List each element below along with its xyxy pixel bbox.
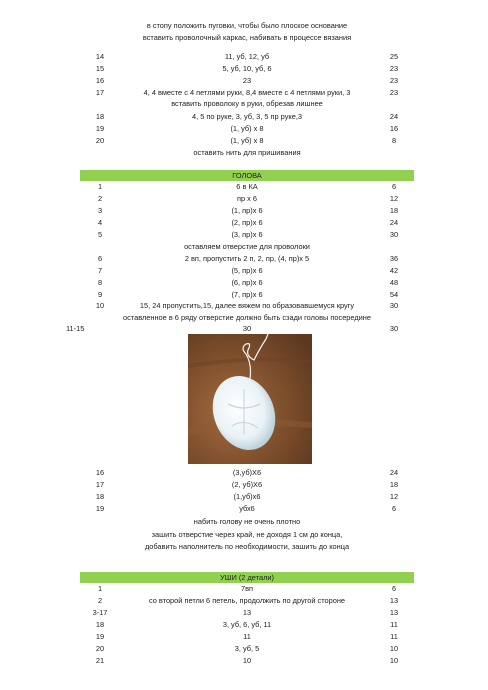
row-number: 19	[95, 504, 105, 513]
row-instruction: 30	[242, 324, 252, 333]
stitch-count: 8	[391, 136, 397, 145]
row-instruction: 13	[242, 608, 252, 617]
pattern-row	[80, 491, 414, 503]
pattern-row	[80, 205, 414, 217]
pattern-row	[80, 229, 414, 241]
row-number: 3	[97, 206, 103, 215]
pattern-row	[80, 619, 414, 631]
row-instruction: 11, уб, 12, уб	[224, 52, 270, 61]
row-instruction: (5, пр)х 6	[231, 266, 263, 275]
stitch-count: 16	[389, 124, 399, 133]
pattern-row	[80, 217, 414, 229]
pattern-row	[80, 467, 414, 479]
pattern-row	[80, 265, 414, 277]
row-instruction: 15, 24 пропустить,15, далее вяжем по образовавшемуся кругу	[139, 301, 355, 310]
row-instruction: (1, уб) х 8	[230, 136, 264, 145]
stitch-count: 24	[389, 112, 399, 121]
row-number: 7	[97, 266, 103, 275]
instruction-note: зашить отверстие через край, не доходя 1 см до конца,	[151, 530, 343, 539]
pattern-row	[80, 607, 414, 619]
row-number: 20	[95, 644, 105, 653]
instruction-note: оставить нить для пришивания	[193, 148, 301, 157]
row-instruction: (1, пр)х 6	[231, 206, 263, 215]
row-number: 9	[97, 290, 103, 299]
crochet-head-image	[188, 334, 312, 464]
crochet-head-photo	[188, 334, 312, 464]
row-number: 17	[95, 88, 105, 97]
row-instruction: (3,уб)Х6	[232, 468, 262, 477]
row-number: 18	[95, 112, 105, 121]
stitch-count: 36	[389, 254, 399, 263]
row-number: 16	[95, 76, 105, 85]
row-number: 18	[95, 620, 105, 629]
pattern-row	[80, 51, 414, 63]
row-instruction: 7вп	[240, 584, 254, 593]
stitch-count: 30	[389, 230, 399, 239]
pattern-row	[80, 111, 414, 123]
instruction-note: добавить наполнитель по необходимости, зашить до конца	[144, 542, 350, 551]
stitch-count: 30	[389, 301, 399, 310]
stitch-count: 11	[390, 620, 398, 629]
row-number: 3-17	[92, 608, 108, 617]
row-number: 18	[95, 492, 105, 501]
instruction-note: оставляем отверстие для проволоки	[184, 242, 310, 251]
pattern-row	[80, 479, 414, 491]
row-instruction: (2, уб)Х6	[231, 480, 263, 489]
row-instruction: убх6	[239, 504, 255, 513]
stitch-count: 18	[389, 480, 399, 489]
pattern-row	[80, 277, 414, 289]
stitch-count: 23	[389, 64, 399, 73]
section-header-ears: УШИ (2 детали)	[80, 572, 414, 583]
pattern-row	[80, 193, 414, 205]
row-number: 4	[97, 218, 103, 227]
row-number: 15	[95, 64, 105, 73]
row-number: 17	[95, 480, 105, 489]
stitch-count: 18	[389, 206, 399, 215]
row-number: 6	[97, 254, 103, 263]
stitch-count: 6	[391, 584, 397, 593]
stitch-count: 6	[391, 182, 397, 191]
stitch-count: 10	[389, 656, 399, 665]
row-number: 2	[97, 596, 103, 605]
stitch-count: 24	[389, 468, 399, 477]
row-instruction: (2, пр)х 6	[231, 218, 263, 227]
row-instruction: 6 в КА	[236, 182, 258, 191]
pattern-row	[80, 63, 414, 75]
row-instruction: 3, уб, 5	[234, 644, 260, 653]
row-instruction: 3, уб, 6, уб, 11	[222, 620, 272, 629]
row-number: 1	[97, 584, 103, 593]
row-instruction: 2 вп, пропустить 2 п, 2, пр, (4, пр)х 5	[184, 254, 310, 263]
row-instruction: пр х 6	[236, 194, 258, 203]
pattern-row	[80, 655, 414, 667]
stitch-count: 13	[389, 596, 399, 605]
pattern-row	[80, 75, 414, 87]
pattern-row	[80, 595, 414, 607]
stitch-count: 13	[389, 608, 399, 617]
row-number: 21	[95, 656, 105, 665]
pattern-row	[80, 300, 414, 312]
row-number: 2	[97, 194, 103, 203]
stitch-count: 10	[389, 644, 399, 653]
stitch-count: 12	[389, 194, 399, 203]
stitch-count: 23	[389, 76, 399, 85]
stitch-count: 12	[389, 492, 399, 501]
row-instruction: 11	[243, 632, 251, 641]
row-number: 16	[95, 468, 105, 477]
section-header-head: ГОЛОВА	[80, 170, 414, 181]
row-number: 1	[97, 182, 103, 191]
row-instruction: (1, уб) х 8	[230, 124, 264, 133]
row-number: 20	[95, 136, 105, 145]
row-instruction: 4, 5 по руке, 3, уб, 3, 5 пр руке,3	[192, 112, 302, 121]
row-number: 19	[95, 632, 105, 641]
row-instruction: 23	[242, 76, 252, 85]
row-instruction: (1,уб)х6	[233, 492, 261, 501]
instruction-note: в стопу положить пуговки, чтобы было плоское основание	[146, 21, 348, 30]
row-number: 14	[95, 52, 105, 61]
stitch-count: 54	[389, 290, 399, 299]
instruction-note: оставленное в 6 ряду отверстие должно быть сзади головы посередине	[122, 313, 371, 322]
row-instruction: со второй петли 6 петель, продолжить по другой стороне	[148, 596, 346, 605]
stitch-count: 23	[389, 88, 399, 97]
pattern-row	[80, 123, 414, 135]
stitch-count: 6	[391, 504, 397, 513]
row-instruction: 10	[242, 656, 252, 665]
stitch-count: 48	[389, 278, 399, 287]
pattern-row	[80, 583, 414, 595]
row-number: 5	[97, 230, 103, 239]
row-number: 10	[95, 301, 105, 310]
row-instruction: (6, пр)х 6	[231, 278, 263, 287]
pattern-row	[80, 643, 414, 655]
row-instruction: (7, пр)х 6	[231, 290, 263, 299]
row-instruction: (3, пр)х 6	[231, 230, 263, 239]
row-instruction: 4, 4 вместе с 4 петлями руки, 8,4 вместе с 4 петлями руки, 3	[143, 88, 351, 97]
pattern-row	[80, 135, 414, 147]
pattern-row	[80, 503, 414, 515]
row-number: 19	[95, 124, 105, 133]
pattern-row	[80, 181, 414, 193]
stitch-count: 25	[389, 52, 399, 61]
instruction-note: набить голову не очень плотно	[193, 517, 301, 526]
stitch-count: 11	[390, 632, 398, 641]
stitch-count: 24	[389, 218, 399, 227]
row-number: 11-15	[66, 324, 85, 333]
pattern-row	[80, 253, 414, 265]
stitch-count: 30	[389, 324, 399, 333]
row-instruction: 5, уб, 10, уб, 6	[222, 64, 272, 73]
pattern-row	[80, 631, 414, 643]
instruction-note: вставить проволоку в руки, обрезав лишнее	[171, 99, 323, 108]
stitch-count: 42	[389, 266, 399, 275]
instruction-note: вставить проволочный каркас, набивать в процессе вязания	[142, 33, 352, 42]
row-number: 8	[97, 278, 103, 287]
